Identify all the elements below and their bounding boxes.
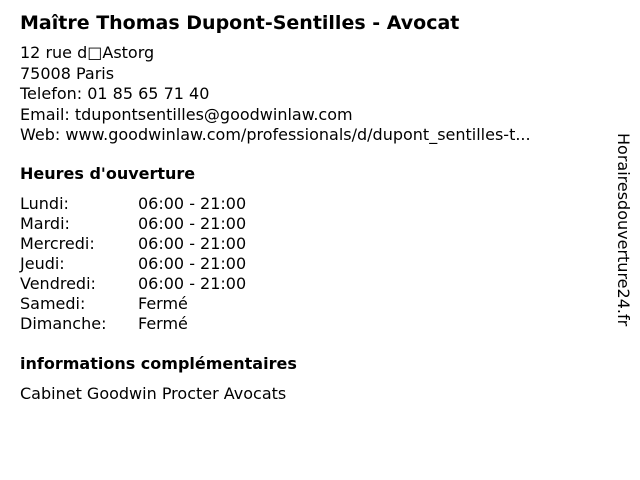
hours-time: Fermé [138, 314, 188, 333]
additional-info-heading: informations complémentaires [20, 354, 297, 373]
street-address: 12 rue d□Astorg [20, 43, 155, 62]
hours-row-wednesday [20, 234, 246, 254]
hours-day: Vendredi: [20, 274, 96, 293]
additional-info-text: Cabinet Goodwin Procter Avocats [20, 384, 287, 403]
hours-row-sunday [20, 314, 246, 334]
hours-day: Mercredi: [20, 234, 95, 253]
hours-row-monday [20, 194, 246, 214]
hours-row-tuesday [20, 214, 246, 234]
hours-time: 06:00 - 21:00 [138, 234, 247, 253]
hours-row-saturday [20, 294, 246, 314]
hours-day: Samedi: [20, 294, 86, 313]
phone-line: Telefon: 01 85 65 71 40 [20, 84, 210, 103]
hours-day: Jeudi: [20, 254, 65, 273]
hours-time: 06:00 - 21:00 [138, 274, 247, 293]
hours-day: Mardi: [20, 214, 70, 233]
city-address: 75008 Paris [20, 63, 115, 83]
web-value: www.goodwinlaw.com/professionals/d/dupont_sentilles-t... [65, 125, 531, 144]
hours-day: Dimanche: [20, 314, 107, 333]
hours-day: Lundi: [20, 194, 69, 213]
opening-hours-table [20, 194, 246, 334]
page-title: Maître Thomas Dupont-Sentilles - Avocat [20, 12, 460, 34]
email-line: Email: tdupontsentilles@goodwinlaw.com [20, 104, 353, 124]
hours-row-thursday [20, 254, 246, 274]
contact-block [20, 43, 531, 146]
opening-hours-heading: Heures d'ouverture [20, 164, 196, 183]
hours-time: 06:00 - 21:00 [138, 254, 247, 273]
web-label: Web: [20, 125, 66, 144]
hours-time: 06:00 - 21:00 [138, 194, 247, 213]
hours-time: Fermé [138, 294, 188, 313]
site-watermark: Horairesdouverture24.fr [614, 133, 633, 327]
web-line [20, 125, 531, 146]
hours-row-friday [20, 274, 246, 294]
hours-time: 06:00 - 21:00 [138, 214, 247, 233]
